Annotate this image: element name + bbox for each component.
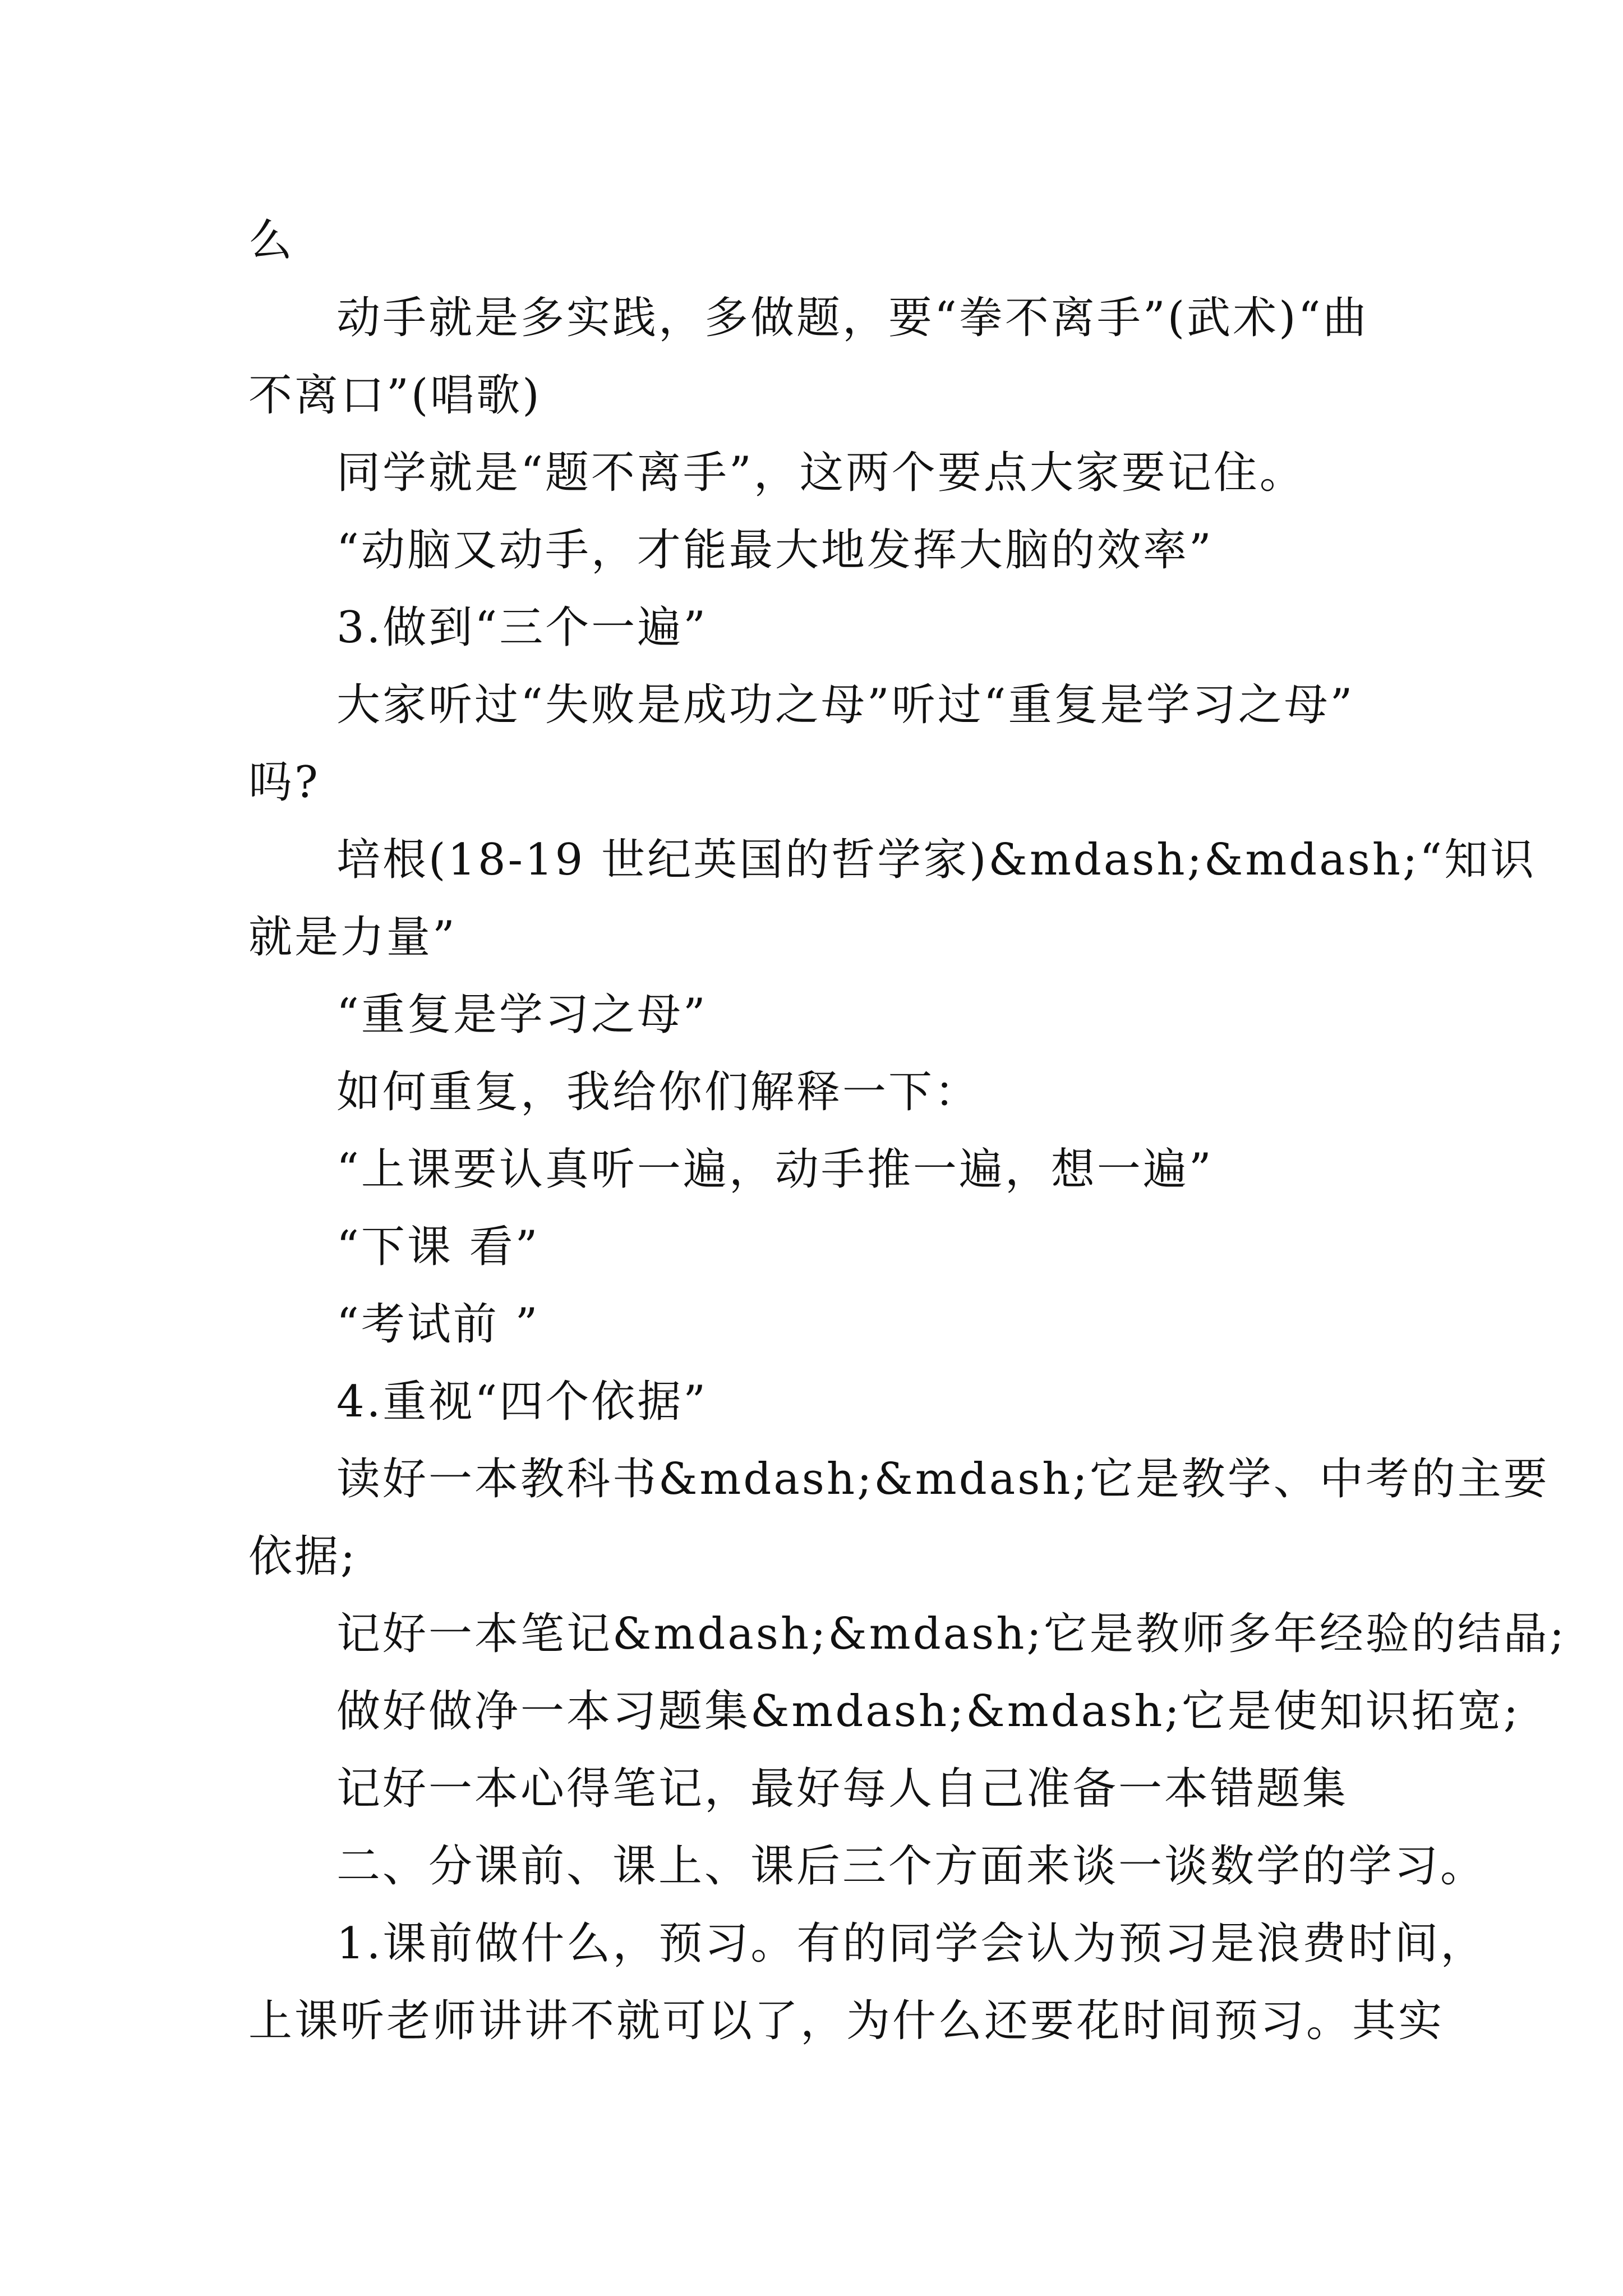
text-line: 上课听老师讲讲不就可以了，为什么还要花时间预习。其实	[248, 1996, 1445, 2046]
text-line: 培根(18-19 世纪英国的哲学家)&mdash;&mdash;“知识	[336, 835, 1537, 885]
text-line: 不离口”(唱歌)	[248, 370, 542, 421]
text-line: “动脑又动手，才能最大地发挥大脑的效率”	[336, 525, 1214, 576]
text-line: 么	[248, 215, 295, 266]
text-line: 同学就是“题不离手”，这两个要点大家要记住。	[336, 448, 1306, 498]
section-heading: 二、分课前、课上、课后三个方面来谈一谈数学的学习。	[336, 1841, 1487, 1892]
text-line: “重复是学习之母”	[336, 990, 708, 1040]
text-line: 记好一本心得笔记，最好每人自己准备一本错题集	[336, 1764, 1349, 1814]
text-line: “上课要认真听一遍，动手推一遍，想一遍”	[336, 1144, 1214, 1195]
section-heading: 4.重视“四个依据”	[336, 1377, 708, 1427]
text-line: “下课 看”	[336, 1222, 540, 1272]
text-line: 依据;	[248, 1531, 358, 1582]
text-line: 读好一本教科书&mdash;&mdash;它是教学、中考的主要	[336, 1454, 1550, 1504]
text-line: 1.课前做什么，预习。有的同学会认为预习是浪费时间，	[336, 1918, 1487, 1969]
text-line: 做好做净一本习题集&mdash;&mdash;它是使知识拓宽;	[336, 1686, 1521, 1737]
text-line: 大家听过“失败是成功之母”听过“重复是学习之母”	[336, 680, 1355, 730]
section-heading: 3.做到“三个一遍”	[336, 602, 708, 653]
text-line: “考试前 ”	[336, 1299, 540, 1350]
text-line: 记好一本笔记&mdash;&mdash;它是教师多年经验的结晶;	[336, 1609, 1567, 1659]
body-text	[248, 202, 1567, 2060]
text-line: 如何重复，我给你们解释一下：	[336, 1067, 981, 1117]
text-line: 吗?	[248, 757, 320, 808]
text-line: 就是力量”	[248, 912, 457, 963]
text-line: 动手就是多实践，多做题，要“拳不离手”(武术)“曲	[336, 293, 1369, 343]
